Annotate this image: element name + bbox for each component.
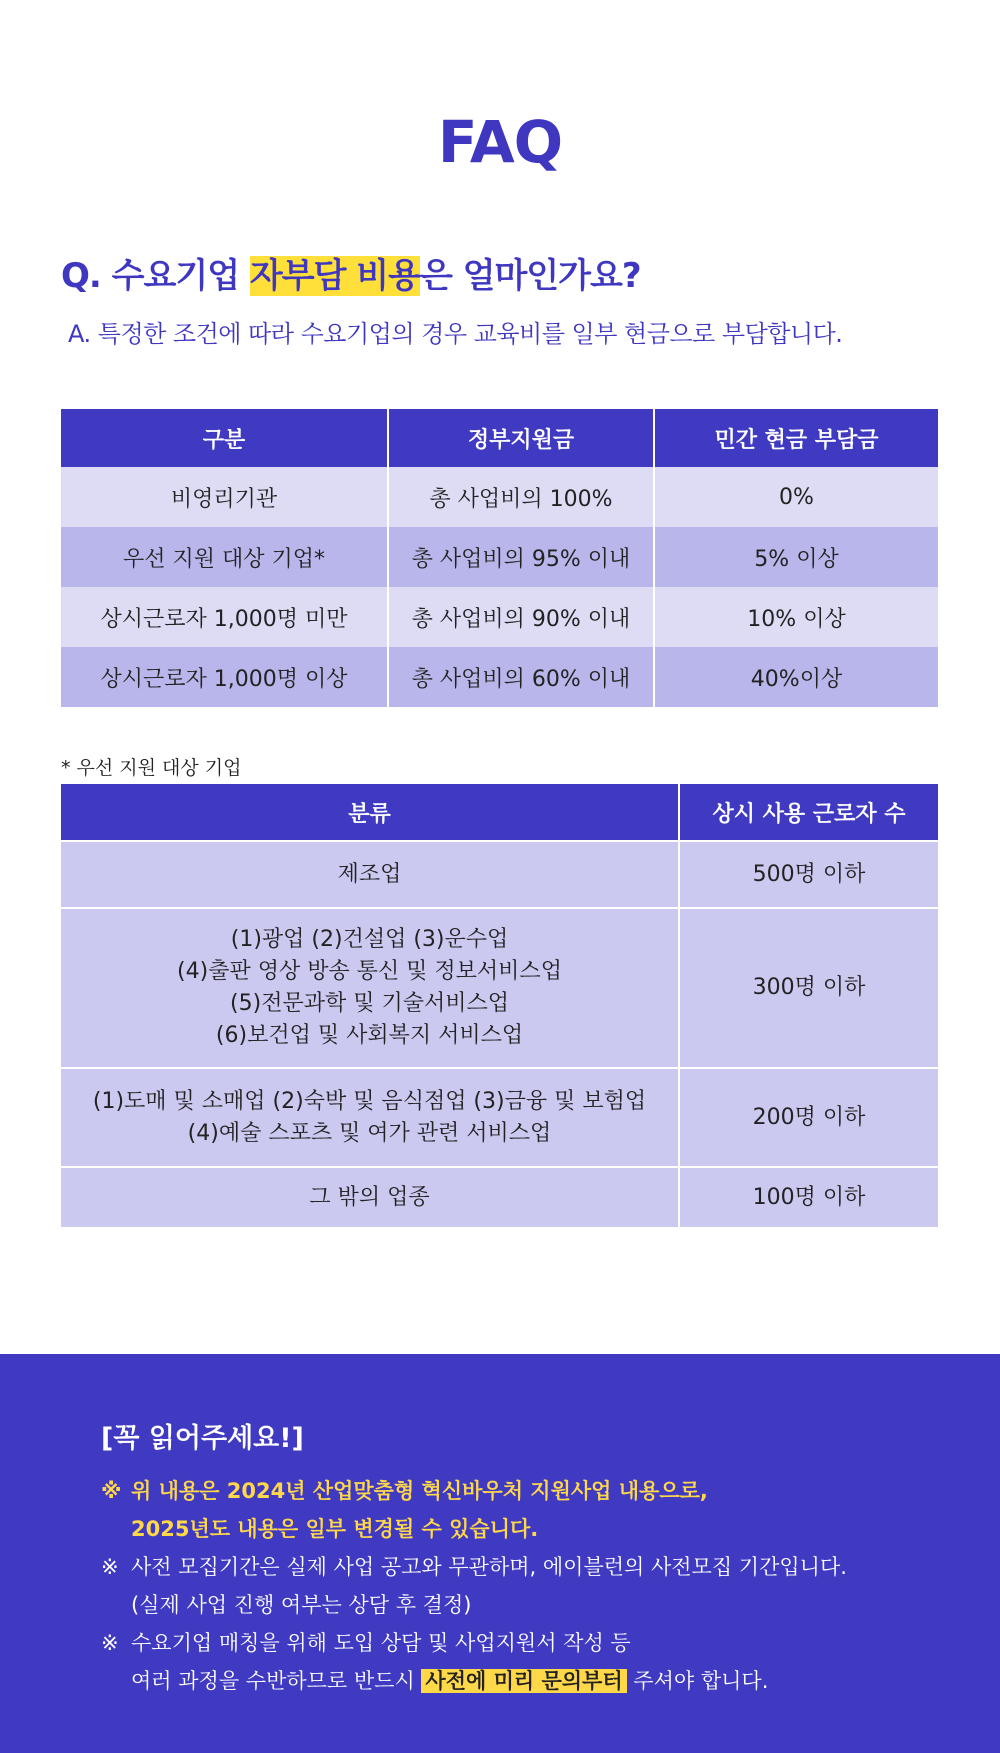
- category-line: 제조업: [337, 861, 402, 887]
- category-cell: [61, 1068, 679, 1167]
- table-cell: 총 사업비의 90% 이내: [388, 587, 654, 647]
- faq-title: FAQ: [437, 108, 563, 176]
- notice-item-1: [101, 1472, 708, 1548]
- table-row: [61, 467, 938, 527]
- category-cell: [61, 1167, 679, 1227]
- worker-count-cell: 300명 이하: [679, 908, 938, 1068]
- category-line: (1)광업 (2)건설업 (3)운수업: [230, 927, 509, 952]
- table-cell: 우선 지원 대상 기업*: [61, 527, 388, 587]
- category-line: (5)전문과학 및 기술서비스업: [230, 991, 509, 1016]
- category-line: 그 밖의 업종: [309, 1184, 430, 1210]
- support-ratio-table: [61, 409, 938, 707]
- notice-line: 위 내용은 2024년 산업맞춤형 혁신바우처 지원사업 내용으로,: [131, 1479, 708, 1503]
- priority-company-table: [61, 784, 938, 1227]
- notice-text: 여러 과정을 수반하므로 반드시: [131, 1669, 422, 1693]
- notice-text: 주셔야 합니다.: [626, 1669, 769, 1693]
- table-cell: 5% 이상: [654, 527, 938, 587]
- table-cell: 40%이상: [654, 647, 938, 707]
- notice-line: 사전 모집기간은 실제 사업 공고와 무관하며, 에이블런의 사전모집 기간입니다.: [131, 1555, 847, 1579]
- notice-item-2: [101, 1548, 847, 1624]
- notice-line: [101, 1662, 768, 1700]
- table-row: [61, 587, 938, 647]
- category-cell: [61, 908, 679, 1068]
- column-header: 민간 현금 부담금: [654, 409, 938, 467]
- reference-mark-icon: ※: [101, 1631, 119, 1655]
- table-row: [61, 841, 938, 908]
- category-cell: [61, 841, 679, 908]
- table-cell: 상시근로자 1,000명 미만: [61, 587, 388, 647]
- table-row: [61, 1167, 938, 1227]
- table-row: [61, 647, 938, 707]
- worker-count-cell: 200명 이하: [679, 1068, 938, 1167]
- category-line: (4)출판 영상 방송 통신 및 정보서비스업: [177, 959, 562, 984]
- table-header-row: [61, 784, 938, 841]
- reference-mark-icon: ※: [101, 1479, 122, 1503]
- worker-count-cell: 100명 이하: [679, 1167, 938, 1227]
- notice-panel: [0, 1354, 1000, 1753]
- category-line: (4)예술 스포츠 및 여가 관련 서비스업: [187, 1120, 552, 1146]
- column-header: 구분: [61, 409, 388, 467]
- notice-line: 수요기업 매칭을 위해 도입 상담 및 사업지원서 작성 등: [131, 1631, 631, 1655]
- worker-count-cell: 500명 이하: [679, 841, 938, 908]
- table-cell: 총 사업비의 60% 이내: [388, 647, 654, 707]
- table-header-row: [61, 409, 938, 467]
- column-header: 분류: [61, 784, 679, 841]
- question-suffix: 은 얼마인가요?: [419, 256, 641, 296]
- notice-line: (실제 사업 진행 여부는 상담 후 결정): [131, 1593, 472, 1617]
- question-heading: [61, 248, 641, 297]
- table2-note: * 우선 지원 대상 기업: [61, 757, 242, 779]
- answer-text: A. 특정한 조건에 따라 수요기업의 경우 교육비를 일부 현금으로 부담합니다.: [68, 320, 843, 348]
- table-cell: 총 사업비의 100%: [388, 467, 654, 527]
- table-cell: 총 사업비의 95% 이내: [388, 527, 654, 587]
- notice-title: [꼭 읽어주세요!]: [101, 1423, 304, 1454]
- question-highlight: 자부담 비용: [249, 256, 420, 296]
- category-line: (6)보건업 및 사회복지 서비스업: [215, 1023, 524, 1048]
- table-cell: 10% 이상: [654, 587, 938, 647]
- table-row: [61, 908, 938, 1068]
- notice-highlight: 사전에 미리 문의부터: [421, 1669, 626, 1693]
- table-cell: 0%: [654, 467, 938, 527]
- question-prefix: Q. 수요기업: [61, 256, 250, 296]
- reference-mark-icon: ※: [101, 1555, 119, 1579]
- column-header: 정부지원금: [388, 409, 654, 467]
- table-cell: 상시근로자 1,000명 이상: [61, 647, 388, 707]
- notice-line: 2025년도 내용은 일부 변경될 수 있습니다.: [131, 1517, 539, 1541]
- category-line: (1)도매 및 소매업 (2)숙박 및 음식점업 (3)금융 및 보험업: [92, 1088, 647, 1114]
- table-row: [61, 1068, 938, 1167]
- table-cell: 비영리기관: [61, 467, 388, 527]
- table-row: [61, 527, 938, 587]
- column-header: 상시 사용 근로자 수: [679, 784, 938, 841]
- notice-item-3: [101, 1624, 768, 1700]
